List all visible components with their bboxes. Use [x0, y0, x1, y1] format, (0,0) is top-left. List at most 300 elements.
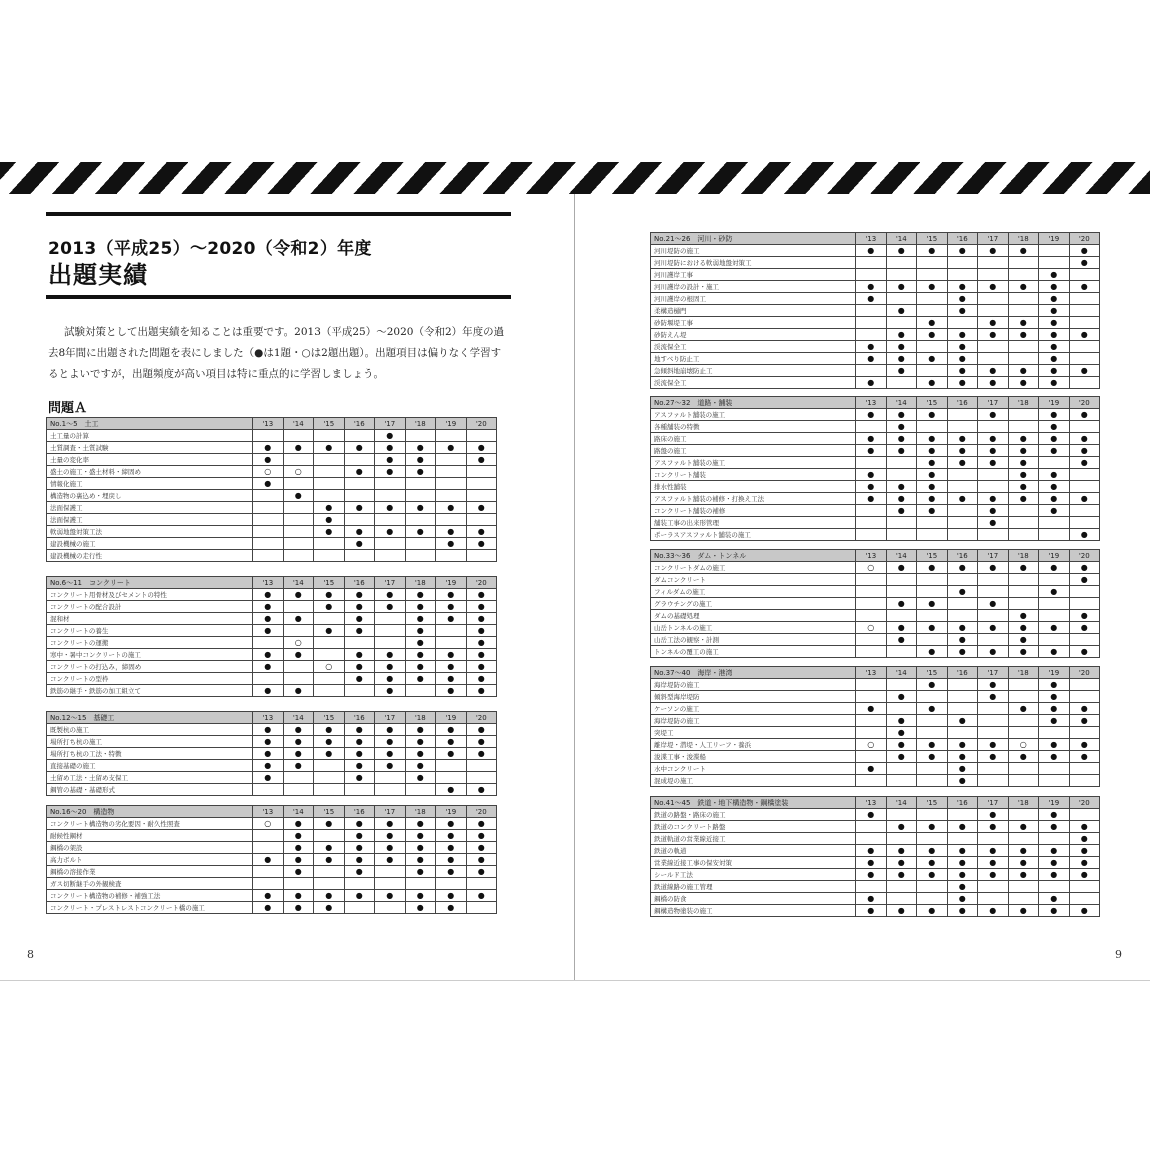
filled-dot-mark: ●: [856, 493, 887, 505]
empty-cell: [886, 457, 917, 469]
filled-dot-mark: ●: [947, 365, 978, 377]
filled-dot-mark: ●: [947, 293, 978, 305]
table-row: [651, 562, 1100, 574]
empty-cell: [1069, 881, 1100, 893]
row-label: 河川護岸の根固工: [651, 293, 856, 305]
filled-dot-mark: ●: [856, 845, 887, 857]
empty-cell: [978, 353, 1009, 365]
filled-dot-mark: ●: [466, 661, 497, 673]
table-row: [651, 833, 1100, 845]
empty-cell: [917, 715, 948, 727]
filled-dot-mark: ●: [1039, 857, 1070, 869]
section-label: 問題Ａ: [48, 401, 88, 416]
year-header: '19: [1039, 667, 1070, 679]
filled-dot-mark: ●: [856, 281, 887, 293]
filled-dot-mark: ●: [436, 830, 467, 842]
filled-dot-mark: ●: [978, 646, 1009, 658]
year-header: '18: [405, 418, 436, 430]
row-label: 耐候性鋼材: [47, 830, 253, 842]
table-row: [651, 445, 1100, 457]
filled-dot-mark: ●: [856, 469, 887, 481]
empty-cell: [1069, 809, 1100, 821]
filled-dot-mark: ●: [253, 772, 284, 784]
empty-cell: [1039, 881, 1070, 893]
filled-dot-mark: ●: [978, 679, 1009, 691]
empty-cell: [375, 514, 406, 526]
row-label: コンクリート構造物の劣化要因・耐久性照査: [47, 818, 253, 830]
table-row: [47, 854, 497, 866]
empty-cell: [314, 538, 345, 550]
filled-dot-mark: ●: [436, 784, 467, 796]
filled-dot-mark: ●: [917, 751, 948, 763]
table-row: [47, 830, 497, 842]
empty-cell: [856, 598, 887, 610]
filled-dot-mark: ●: [1039, 905, 1070, 917]
year-header: '16: [344, 712, 375, 724]
empty-cell: [1008, 598, 1039, 610]
filled-dot-mark: ●: [1069, 845, 1100, 857]
empty-cell: [978, 293, 1009, 305]
empty-cell: [344, 784, 375, 796]
empty-cell: [253, 637, 284, 649]
filled-dot-mark: ●: [344, 673, 375, 685]
filled-dot-mark: ●: [886, 281, 917, 293]
filled-dot-mark: ●: [947, 715, 978, 727]
empty-cell: [978, 610, 1009, 622]
filled-dot-mark: ●: [947, 646, 978, 658]
filled-dot-mark: ●: [1008, 457, 1039, 469]
empty-cell: [283, 454, 314, 466]
empty-cell: [947, 703, 978, 715]
right-table-2: [650, 549, 1100, 658]
filled-dot-mark: ●: [1069, 281, 1100, 293]
year-header: '15: [917, 397, 948, 409]
row-label: コンクリートダムの施工: [651, 562, 856, 574]
row-label: 建設機械の施工: [47, 538, 253, 550]
filled-dot-mark: ●: [856, 341, 887, 353]
empty-cell: [344, 454, 375, 466]
filled-dot-mark: ●: [344, 649, 375, 661]
table-row: [651, 691, 1100, 703]
filled-dot-mark: ●: [947, 857, 978, 869]
filled-dot-mark: ●: [947, 341, 978, 353]
table-header-row: [47, 577, 497, 589]
filled-dot-mark: ●: [1069, 833, 1100, 845]
table-row: [651, 893, 1100, 905]
open-circle-mark: ○: [314, 661, 345, 673]
table-title: No.21～26 河川・砂防: [651, 233, 856, 245]
filled-dot-mark: ●: [978, 329, 1009, 341]
empty-cell: [1008, 505, 1039, 517]
filled-dot-mark: ●: [978, 493, 1009, 505]
filled-dot-mark: ●: [917, 857, 948, 869]
table-row: [47, 736, 497, 748]
filled-dot-mark: ●: [405, 854, 436, 866]
filled-dot-mark: ●: [886, 845, 917, 857]
open-circle-mark: ○: [856, 562, 887, 574]
empty-cell: [917, 610, 948, 622]
row-label: グラウチングの施工: [651, 598, 856, 610]
filled-dot-mark: ●: [978, 457, 1009, 469]
filled-dot-mark: ●: [1039, 421, 1070, 433]
year-header: '15: [314, 806, 345, 818]
empty-cell: [856, 457, 887, 469]
filled-dot-mark: ●: [947, 457, 978, 469]
filled-dot-mark: ●: [1069, 245, 1100, 257]
filled-dot-mark: ●: [1039, 305, 1070, 317]
year-header: '18: [405, 712, 436, 724]
empty-cell: [436, 637, 467, 649]
filled-dot-mark: ●: [466, 649, 497, 661]
year-header: '14: [886, 797, 917, 809]
empty-cell: [1069, 341, 1100, 353]
filled-dot-mark: ●: [436, 526, 467, 538]
open-circle-mark: ○: [283, 637, 314, 649]
filled-dot-mark: ●: [375, 601, 406, 613]
filled-dot-mark: ●: [375, 442, 406, 454]
empty-cell: [886, 257, 917, 269]
table-row: [651, 727, 1100, 739]
empty-cell: [886, 529, 917, 541]
empty-cell: [1008, 679, 1039, 691]
empty-cell: [253, 502, 284, 514]
year-header: '16: [947, 397, 978, 409]
filled-dot-mark: ●: [886, 329, 917, 341]
empty-cell: [253, 430, 284, 442]
filled-dot-mark: ●: [917, 821, 948, 833]
empty-cell: [283, 550, 314, 562]
empty-cell: [253, 514, 284, 526]
empty-cell: [886, 293, 917, 305]
filled-dot-mark: ●: [405, 902, 436, 914]
filled-dot-mark: ●: [1039, 341, 1070, 353]
row-label: 鋼管の基礎・基礎形式: [47, 784, 253, 796]
row-label: 土量の変化率: [47, 454, 253, 466]
table-row: [47, 685, 497, 697]
filled-dot-mark: ●: [1039, 493, 1070, 505]
filled-dot-mark: ●: [436, 866, 467, 878]
year-header: '13: [253, 577, 284, 589]
filled-dot-mark: ●: [405, 649, 436, 661]
right-table-0: [650, 232, 1100, 389]
year-header: '14: [886, 233, 917, 245]
filled-dot-mark: ●: [405, 866, 436, 878]
filled-dot-mark: ●: [436, 661, 467, 673]
empty-cell: [1069, 505, 1100, 517]
filled-dot-mark: ●: [375, 430, 406, 442]
table-title: No.27～32 道路・舗装: [651, 397, 856, 409]
empty-cell: [1008, 691, 1039, 703]
empty-cell: [856, 715, 887, 727]
table-row: [47, 625, 497, 637]
empty-cell: [436, 478, 467, 490]
filled-dot-mark: ●: [947, 622, 978, 634]
filled-dot-mark: ●: [405, 637, 436, 649]
filled-dot-mark: ●: [344, 601, 375, 613]
empty-cell: [856, 646, 887, 658]
year-header: '20: [1069, 550, 1100, 562]
empty-cell: [886, 610, 917, 622]
filled-dot-mark: ●: [947, 305, 978, 317]
table-row: [47, 478, 497, 490]
row-label: アスファルト舗装の施工: [651, 457, 856, 469]
row-label: 建設機械の走行性: [47, 550, 253, 562]
filled-dot-mark: ●: [1008, 821, 1039, 833]
year-header: '18: [1008, 550, 1039, 562]
filled-dot-mark: ●: [344, 736, 375, 748]
filled-dot-mark: ●: [1069, 433, 1100, 445]
empty-cell: [436, 430, 467, 442]
filled-dot-mark: ●: [886, 821, 917, 833]
filled-dot-mark: ●: [344, 760, 375, 772]
empty-cell: [1008, 421, 1039, 433]
filled-dot-mark: ●: [253, 442, 284, 454]
table-row: [47, 526, 497, 538]
empty-cell: [375, 478, 406, 490]
empty-cell: [856, 634, 887, 646]
row-label: 鉄筋の継手・鉄筋の加工組立て: [47, 685, 253, 697]
year-header: '13: [253, 712, 284, 724]
filled-dot-mark: ●: [886, 493, 917, 505]
filled-dot-mark: ●: [978, 562, 1009, 574]
right-table-1: [650, 396, 1100, 541]
empty-cell: [856, 751, 887, 763]
filled-dot-mark: ●: [917, 562, 948, 574]
year-header: '16: [947, 797, 978, 809]
empty-cell: [856, 305, 887, 317]
filled-dot-mark: ●: [856, 809, 887, 821]
row-label: 河川堤防における軟弱地盤対策工: [651, 257, 856, 269]
empty-cell: [917, 305, 948, 317]
empty-cell: [1039, 727, 1070, 739]
filled-dot-mark: ●: [1039, 377, 1070, 389]
table-row: [651, 775, 1100, 787]
empty-cell: [947, 610, 978, 622]
filled-dot-mark: ●: [466, 866, 497, 878]
empty-cell: [1039, 457, 1070, 469]
filled-dot-mark: ●: [917, 317, 948, 329]
filled-dot-mark: ●: [1039, 269, 1070, 281]
title-rule-top: [46, 212, 511, 216]
filled-dot-mark: ●: [1008, 646, 1039, 658]
row-label: コンクリート舗装: [651, 469, 856, 481]
empty-cell: [1008, 809, 1039, 821]
filled-dot-mark: ●: [856, 857, 887, 869]
empty-cell: [978, 481, 1009, 493]
year-header: '18: [405, 806, 436, 818]
empty-cell: [1008, 409, 1039, 421]
filled-dot-mark: ●: [436, 818, 467, 830]
year-header: '14: [886, 667, 917, 679]
empty-cell: [947, 517, 978, 529]
row-label: コンクリートの運搬: [47, 637, 253, 649]
year-header: '13: [253, 806, 284, 818]
filled-dot-mark: ●: [283, 589, 314, 601]
table-title: No.41～45 鉄道・地下構造物・鋼橋塗装: [651, 797, 856, 809]
empty-cell: [917, 727, 948, 739]
empty-cell: [917, 691, 948, 703]
table-row: [47, 502, 497, 514]
year-header: '16: [344, 418, 375, 430]
table-row: [651, 305, 1100, 317]
row-label: 柔構造樋門: [651, 305, 856, 317]
filled-dot-mark: ●: [283, 902, 314, 914]
filled-dot-mark: ●: [344, 613, 375, 625]
filled-dot-mark: ●: [375, 589, 406, 601]
filled-dot-mark: ●: [978, 377, 1009, 389]
row-label: 鉄道の路盤・路床の施工: [651, 809, 856, 821]
empty-cell: [917, 574, 948, 586]
filled-dot-mark: ●: [947, 245, 978, 257]
table-row: [651, 353, 1100, 365]
filled-dot-mark: ●: [886, 751, 917, 763]
filled-dot-mark: ●: [1008, 562, 1039, 574]
filled-dot-mark: ●: [466, 637, 497, 649]
empty-cell: [283, 878, 314, 890]
filled-dot-mark: ●: [436, 685, 467, 697]
filled-dot-mark: ●: [978, 445, 1009, 457]
empty-cell: [917, 257, 948, 269]
empty-cell: [405, 514, 436, 526]
filled-dot-mark: ●: [405, 890, 436, 902]
filled-dot-mark: ●: [978, 691, 1009, 703]
empty-cell: [344, 878, 375, 890]
filled-dot-mark: ●: [314, 842, 345, 854]
filled-dot-mark: ●: [978, 505, 1009, 517]
table-row: [651, 586, 1100, 598]
empty-cell: [856, 269, 887, 281]
empty-cell: [253, 842, 284, 854]
empty-cell: [1008, 269, 1039, 281]
empty-cell: [1008, 305, 1039, 317]
empty-cell: [344, 430, 375, 442]
row-label: 海岸堤防の施工: [651, 679, 856, 691]
filled-dot-mark: ●: [466, 625, 497, 637]
filled-dot-mark: ●: [886, 857, 917, 869]
filled-dot-mark: ●: [947, 377, 978, 389]
filled-dot-mark: ●: [405, 601, 436, 613]
filled-dot-mark: ●: [917, 353, 948, 365]
filled-dot-mark: ●: [886, 481, 917, 493]
empty-cell: [375, 490, 406, 502]
filled-dot-mark: ●: [947, 329, 978, 341]
table-row: [651, 845, 1100, 857]
filled-dot-mark: ●: [405, 830, 436, 842]
filled-dot-mark: ●: [314, 854, 345, 866]
filled-dot-mark: ●: [1069, 493, 1100, 505]
empty-cell: [917, 529, 948, 541]
filled-dot-mark: ●: [1039, 409, 1070, 421]
filled-dot-mark: ●: [856, 703, 887, 715]
table-row: [651, 469, 1100, 481]
filled-dot-mark: ●: [978, 869, 1009, 881]
page-title: 出題実績: [48, 261, 148, 289]
year-header: '15: [917, 667, 948, 679]
filled-dot-mark: ●: [253, 736, 284, 748]
filled-dot-mark: ●: [466, 818, 497, 830]
empty-cell: [466, 430, 497, 442]
filled-dot-mark: ●: [1069, 574, 1100, 586]
table-title: No.37～40 海岸・港湾: [651, 667, 856, 679]
filled-dot-mark: ●: [978, 857, 1009, 869]
filled-dot-mark: ●: [436, 502, 467, 514]
filled-dot-mark: ●: [917, 493, 948, 505]
filled-dot-mark: ●: [917, 845, 948, 857]
empty-cell: [436, 772, 467, 784]
filled-dot-mark: ●: [253, 625, 284, 637]
filled-dot-mark: ●: [375, 830, 406, 842]
row-label: 盛土の施工・盛土材料・締固め: [47, 466, 253, 478]
row-label: 場所打ち杭の施工: [47, 736, 253, 748]
filled-dot-mark: ●: [978, 845, 1009, 857]
filled-dot-mark: ●: [886, 715, 917, 727]
filled-dot-mark: ●: [1069, 257, 1100, 269]
table-row: [651, 622, 1100, 634]
table-row: [47, 784, 497, 796]
empty-cell: [436, 454, 467, 466]
empty-cell: [1039, 833, 1070, 845]
row-label: 水中コンクリート: [651, 763, 856, 775]
row-label: 鉄道線路の施工管理: [651, 881, 856, 893]
row-label: 河川護岸工事: [651, 269, 856, 281]
empty-cell: [283, 772, 314, 784]
filled-dot-mark: ●: [314, 601, 345, 613]
empty-cell: [1039, 598, 1070, 610]
filled-dot-mark: ●: [344, 538, 375, 550]
row-label: 渓流保全工: [651, 377, 856, 389]
empty-cell: [283, 478, 314, 490]
row-label: 直接基礎の施工: [47, 760, 253, 772]
row-label: コンクリートの養生: [47, 625, 253, 637]
filled-dot-mark: ●: [1008, 845, 1039, 857]
filled-dot-mark: ●: [466, 748, 497, 760]
empty-cell: [917, 763, 948, 775]
empty-cell: [856, 833, 887, 845]
filled-dot-mark: ●: [405, 466, 436, 478]
empty-cell: [314, 830, 345, 842]
empty-cell: [856, 257, 887, 269]
filled-dot-mark: ●: [405, 736, 436, 748]
filled-dot-mark: ●: [466, 854, 497, 866]
empty-cell: [314, 673, 345, 685]
filled-dot-mark: ●: [283, 442, 314, 454]
table-row: [47, 902, 497, 914]
year-header: '18: [1008, 667, 1039, 679]
empty-cell: [917, 365, 948, 377]
row-label: 各種舗装の特徴: [651, 421, 856, 433]
filled-dot-mark: ●: [1008, 281, 1039, 293]
filled-dot-mark: ●: [436, 842, 467, 854]
filled-dot-mark: ●: [886, 341, 917, 353]
filled-dot-mark: ●: [1008, 493, 1039, 505]
empty-cell: [1069, 727, 1100, 739]
row-label: 海岸堤防の施工: [651, 715, 856, 727]
year-header: '13: [856, 667, 887, 679]
filled-dot-mark: ●: [253, 661, 284, 673]
filled-dot-mark: ●: [466, 890, 497, 902]
filled-dot-mark: ●: [466, 613, 497, 625]
table-row: [47, 514, 497, 526]
empty-cell: [466, 514, 497, 526]
year-header: '19: [436, 712, 467, 724]
filled-dot-mark: ●: [886, 305, 917, 317]
filled-dot-mark: ●: [917, 646, 948, 658]
empty-cell: [1039, 517, 1070, 529]
empty-cell: [886, 574, 917, 586]
filled-dot-mark: ●: [283, 866, 314, 878]
filled-dot-mark: ●: [314, 736, 345, 748]
filled-dot-mark: ●: [947, 353, 978, 365]
